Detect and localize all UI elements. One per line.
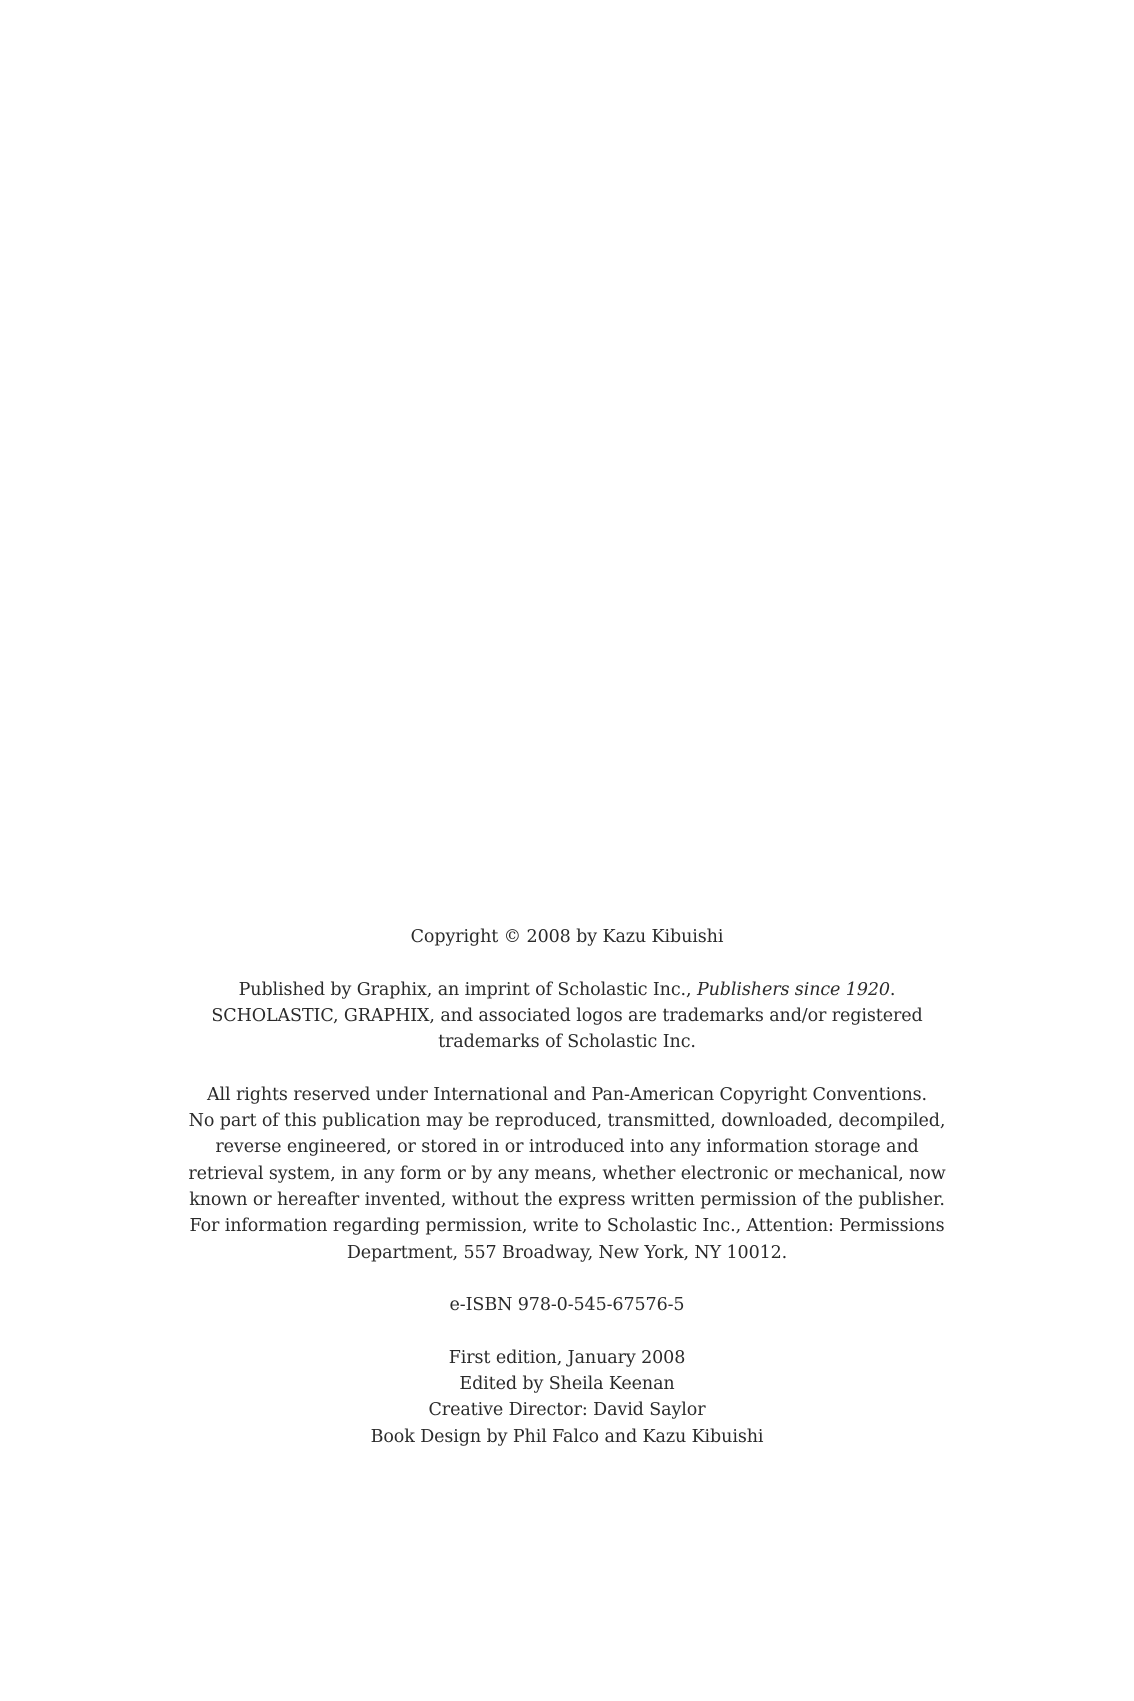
editor-line: Edited by Sheila Keenan [459,1374,675,1395]
isbn-paragraph [0,1292,1134,1318]
publisher-line-1 [0,977,1134,1003]
book-design-line: Book Design by Phil Falco and Kazu Kibuishi [370,1426,764,1447]
copyright-paragraph [0,924,1134,950]
trademark-line-2: trademarks of Scholastic Inc. [438,1032,696,1053]
edition-line: First edition, January 2008 [448,1347,686,1368]
publisher-line-1-end: . [889,979,896,1000]
credits-paragraph [0,1345,1134,1450]
publisher-name-text: Published by Graphix, an imprint of Scholastic Inc., [238,979,697,1000]
rights-line: Department, 557 Broadway, New York, NY 10012. [346,1242,788,1263]
rights-line: No part of this publication may be reproduced, transmitted, downloaded, decompiled, [188,1111,946,1132]
trademark-line-1: SCHOLASTIC, GRAPHIX, and associated logos are trademarks and/or registered [211,1005,923,1026]
isbn-line: e-ISBN 978-0-545-67576-5 [449,1295,685,1316]
rights-line: known or hereafter invented, without the express written permission of the publisher. [189,1189,945,1210]
rights-line: reverse engineered, or stored in or introduced into any information storage and [215,1137,919,1158]
rights-line: retrieval system, in any form or by any means, whether electronic or mechanical, now [188,1163,946,1184]
rights-line: For information regarding permission, write to Scholastic Inc., Attention: Permissions [189,1216,945,1237]
creative-director-line: Creative Director: David Saylor [428,1400,706,1421]
copyright-page [0,924,1134,1450]
publisher-tagline: Publishers since 1920 [696,979,890,1000]
publisher-paragraph [0,977,1134,1056]
rights-paragraph [0,1082,1134,1266]
rights-line: All rights reserved under International and Pan-American Copyright Conventions. [206,1084,928,1105]
copyright-line: Copyright © 2008 by Kazu Kibuishi [410,927,724,947]
